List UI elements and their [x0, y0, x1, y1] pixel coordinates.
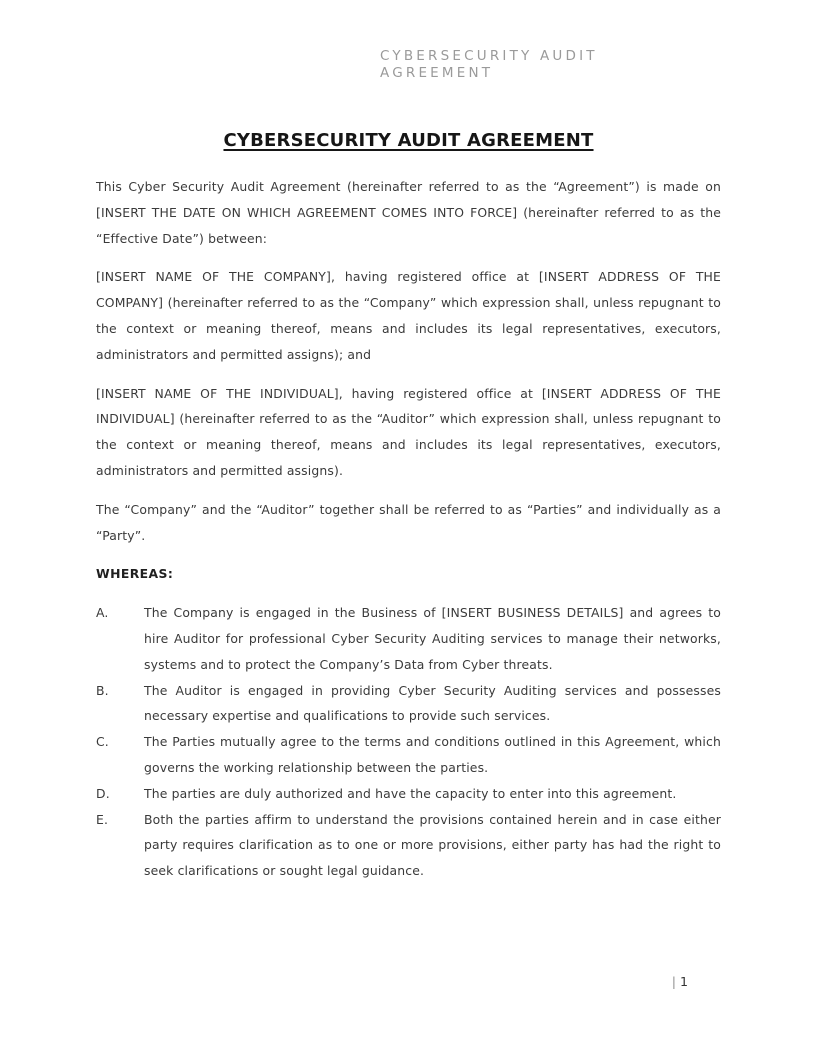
footer-separator: | — [671, 974, 676, 989]
intro-paragraph-1: This Cyber Security Audit Agreement (hereinafter referred to as the “Agreement”) is made on [INSERT THE DATE ON WHICH AGREEMENT COMES INTO FORCE] (hereinafter referred to as the “Effective Date”) between: — [96, 179, 721, 246]
recital-text: The parties are duly authorized and have the capacity to enter into this agreement. — [144, 785, 677, 801]
intro-paragraph-2: [INSERT NAME OF THE COMPANY], having registered office at [INSERT ADDRESS OF THE COMPANY] (hereinafter referred to as the “Company” which expression shall, unless repugnant to the context or meaning thereof, means and includes its legal representatives, executors, administrators and permitted assigns); and — [96, 269, 721, 362]
recital-text: The Auditor is engaged in providing Cyber Security Auditing services and possesses necessary expertise and qualifications to provide such services. — [144, 682, 721, 724]
intro-paragraph-4: The “Company” and the “Auditor” together shall be referred to as “Parties” and individually as a “Party”. — [96, 501, 721, 543]
page-number: 1 — [679, 974, 688, 989]
recital-letter: C. — [96, 734, 109, 750]
recital-text: The Parties mutually agree to the terms and conditions outlined in this Agreement, which governs the working relationship between the parties. — [144, 734, 721, 775]
document-body — [96, 174, 721, 884]
recital-text: Both the parties affirm to understand the provisions contained herein and in case either party requires clarification as to one or more provisions, either party has had the right to seek clarifications or sought legal guidance. — [144, 811, 721, 879]
intro-paragraph-3: [INSERT NAME OF THE INDIVIDUAL], having registered office at [INSERT ADDRESS OF THE INDIVIDUAL] (hereinafter referred to as the “Auditor” which expression shall, unless repugnant to the context or meaning thereof, means and includes its legal representatives, executors, administrators and permitted assigns). — [96, 385, 721, 478]
recital-item — [96, 781, 721, 807]
document-title: CYBERSECURITY AUDIT AGREEMENT — [223, 130, 594, 151]
recital-item — [96, 600, 721, 677]
whereas-heading: WHEREAS: — [96, 566, 174, 582]
recital-item — [96, 678, 721, 730]
recital-text: The Company is engaged in the Business of [INSERT BUSINESS DETAILS] and agrees to hire Auditor for professional Cyber Security Auditing services to manage their networks, systems and to protect the Company’s Data from Cyber threats. — [144, 605, 721, 672]
running-header: CYBERSECURITY AUDIT AGREEMENT — [380, 48, 598, 81]
recital-item — [96, 807, 721, 884]
page-footer — [672, 973, 688, 991]
recital-letter: A. — [96, 605, 109, 621]
recital-letter: E. — [96, 811, 109, 827]
recital-letter: B. — [96, 682, 109, 698]
recital-item — [96, 729, 721, 781]
recital-letter: D. — [96, 785, 110, 801]
